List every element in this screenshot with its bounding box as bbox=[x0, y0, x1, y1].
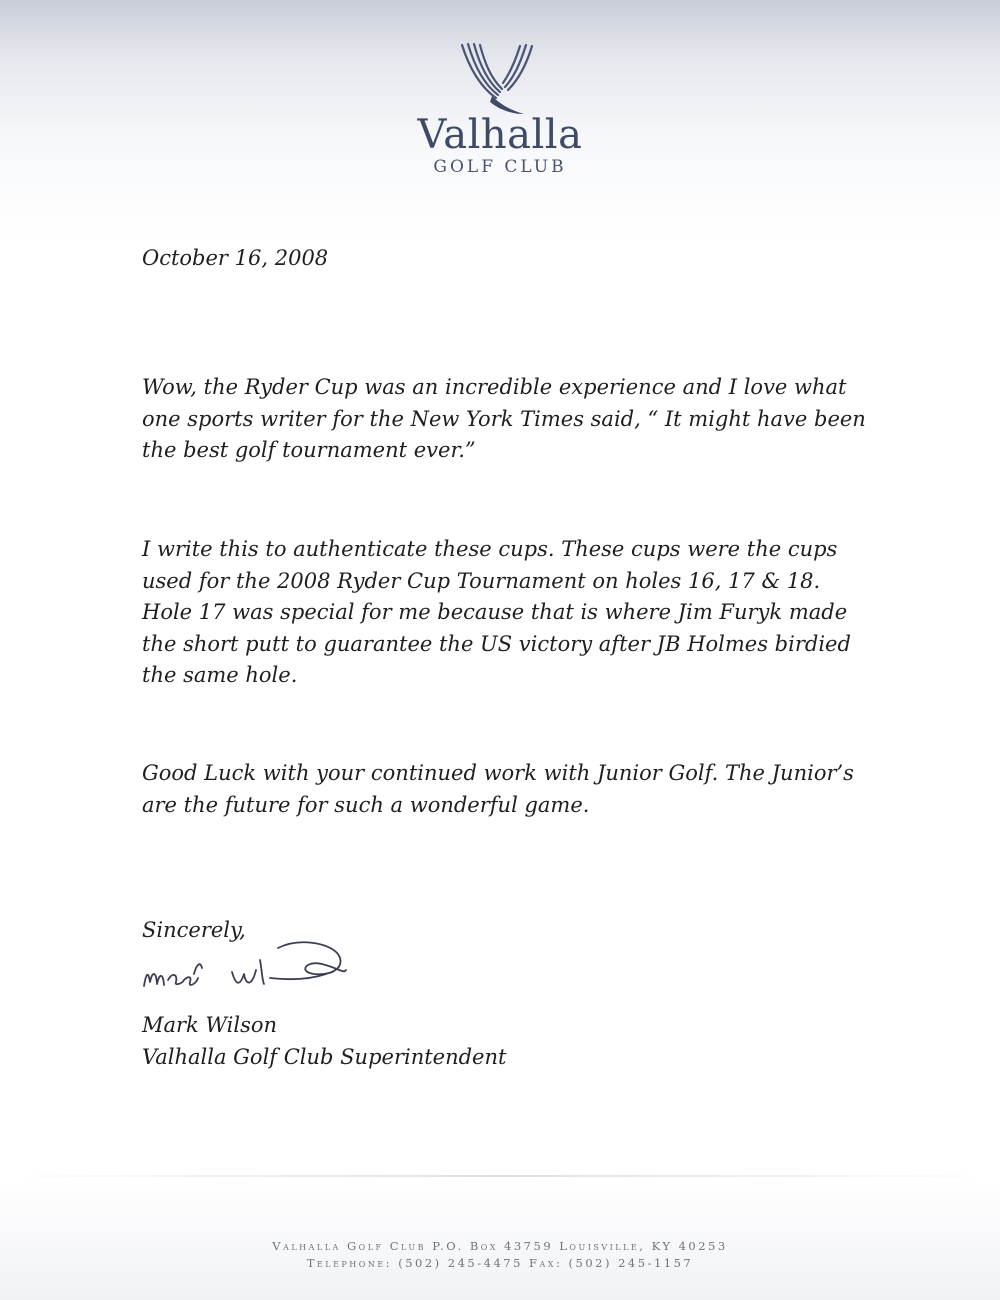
footer-address: Valhalla Golf Club P.O. Box 43759 Louisville, KY 40253 bbox=[272, 1239, 728, 1253]
eagle-wings-logo-icon bbox=[452, 40, 542, 120]
letter-paragraph: I write this to authenticate these cups. These cups were the cups used for the 2008 Ryder Cup Tournament on holes 16, 17 & 18. Hole 17 was special for me because that is where Jim Furyk made the short putt to guarantee the US victory after JB Holmes birdied the same hole. bbox=[142, 537, 851, 687]
signer-title: Valhalla Golf Club Superintendent bbox=[142, 1045, 507, 1069]
signer-name: Mark Wilson bbox=[142, 1013, 278, 1037]
footer-phone: Telephone: (502) 245-4475 Fax: (502) 245-1157 bbox=[306, 1256, 694, 1270]
letterhead-name: Valhalla bbox=[417, 112, 583, 158]
letter-date: October 16, 2008 bbox=[142, 246, 329, 270]
letter-paragraph: Wow, the Ryder Cup was an incredible experience and I love what one sports writer for the New York Times said, “ It might have been the best golf tournament ever.” bbox=[142, 375, 866, 462]
paper-crease bbox=[0, 1175, 1000, 1177]
letter-paragraph: Good Luck with your continued work with Junior Golf. The Junior’s are the future for such a wonderful game. bbox=[142, 761, 854, 817]
handwritten-signature bbox=[138, 930, 358, 1000]
letterhead-subtitle: GOLF CLUB bbox=[433, 157, 567, 177]
letter-closing: Sincerely, bbox=[142, 918, 246, 942]
